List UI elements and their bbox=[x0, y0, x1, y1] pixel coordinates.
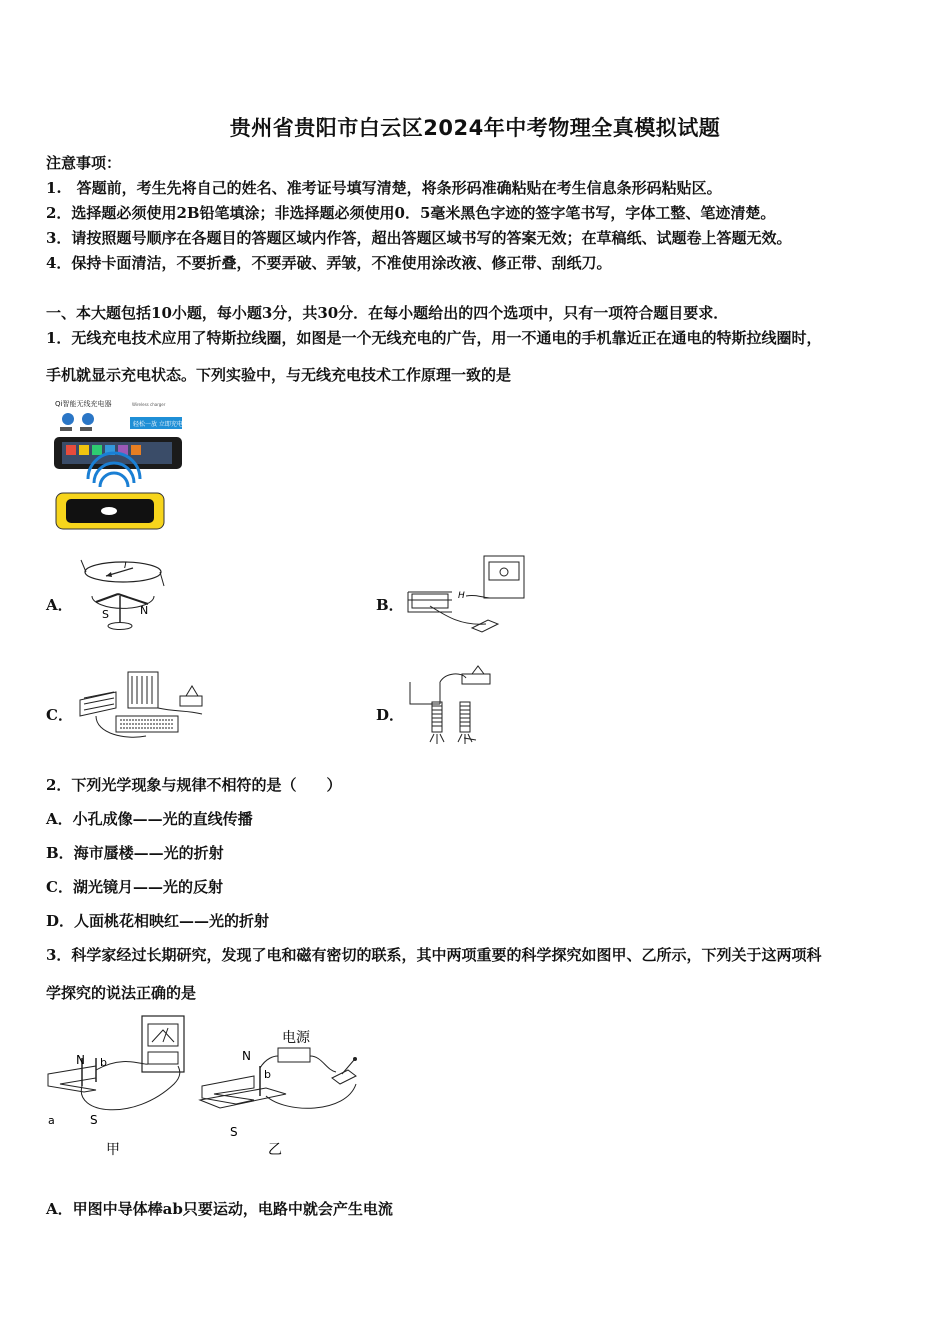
q2-option-c[interactable]: C．湖光镜月——光的反射 bbox=[46, 878, 223, 896]
q1-option-a-label[interactable]: A． bbox=[46, 596, 73, 614]
fig-b-label-h: H bbox=[458, 591, 465, 601]
fig-jia-label-s: S bbox=[90, 1113, 98, 1127]
wireless-charger-ad-image bbox=[52, 395, 187, 533]
notice-item-3: 3．请按照题号顺序在各题目的答题区域内作答，超出答题区域书写的答案无效；在草稿纸、试题卷上答题无效。 bbox=[46, 229, 792, 247]
q3-option-a[interactable]: A．甲图中导体棒ab只要运动，电路中就会产生电流 bbox=[46, 1200, 393, 1218]
ad-title: Qi智能无线充电器 bbox=[55, 400, 112, 408]
q1-stem-line1: 1．无线充电技术应用了特斯拉线圈，如图是一个无线充电的广告，用一不通电的手机靠近正在通电的特斯拉线圈时， bbox=[46, 329, 822, 347]
fig-jia-caption: 甲 bbox=[106, 1142, 120, 1158]
q3-figure-yi bbox=[196, 1024, 372, 1162]
q1-stem-line2: 手机就显示充电状态。下列实验中，与无线充电技术工作原理一致的是 bbox=[46, 366, 512, 384]
fig-a-label-n: N bbox=[140, 604, 149, 617]
q3-stem-line2: 学探究的说法正确的是 bbox=[46, 984, 197, 1002]
fig-yi-caption: 乙 bbox=[268, 1142, 282, 1158]
q1-option-a-figure bbox=[78, 556, 166, 634]
notice-item-2: 2．选择题必须使用2B铅笔填涂；非选择题必须使用0．5毫米黑色字迹的签字笔书写，字体工整、笔迹清楚。 bbox=[46, 204, 776, 222]
q2-option-d[interactable]: D．人面桃花相映红——光的折射 bbox=[46, 912, 270, 930]
fig-jia-label-a: a bbox=[48, 1114, 55, 1127]
q2-option-a[interactable]: A．小孔成像——光的直线传播 bbox=[46, 810, 253, 828]
fig-yi-label-s: S bbox=[230, 1125, 238, 1139]
q2-stem: 2．下列光学现象与规律不相符的是（ ） bbox=[46, 776, 342, 794]
fig-jia-label-b: b bbox=[100, 1056, 107, 1069]
q1-option-d-figure bbox=[406, 668, 502, 750]
q1-option-d-label[interactable]: D． bbox=[376, 706, 405, 724]
section-heading: 一、本大题包括10小题，每小题3分，共30分．在每小题给出的四个选项中，只有一项符合题目要求． bbox=[46, 304, 729, 322]
fig-yi-label-b: b bbox=[264, 1068, 271, 1081]
fig-yi-label-n: N bbox=[242, 1049, 251, 1063]
q1-option-c-figure bbox=[76, 664, 210, 744]
page-title: 贵州省贵阳市白云区2024年中考物理全真模拟试题 bbox=[229, 116, 721, 140]
q2-option-b[interactable]: B．海市蜃楼——光的折射 bbox=[46, 844, 224, 862]
ad-subtitle: Wireless charger bbox=[132, 402, 166, 407]
ad-button: 轻松一放 立即充电 bbox=[133, 421, 183, 428]
notice-item-1: 1. 答题前，考生先将自己的姓名、准考证号填写清楚，将条形码准确粘贴在考生信息条形码粘贴区。 bbox=[46, 179, 722, 197]
q1-option-c-label[interactable]: C． bbox=[46, 706, 73, 724]
q1-option-b-figure bbox=[406, 556, 528, 636]
q3-figure-jia bbox=[44, 1014, 194, 1162]
q1-option-b-label[interactable]: B． bbox=[376, 596, 404, 614]
notice-item-4: 4．保持卡面清洁，不要折叠，不要弄破、弄皱，不准使用涂改液、修正带、刮纸刀。 bbox=[46, 254, 612, 272]
fig-jia-label-n: N bbox=[76, 1053, 85, 1067]
fig-yi-label-power: 电源 bbox=[282, 1030, 310, 1046]
q3-stem-line1: 3．科学家经过长期研究，发现了电和磁有密切的联系，其中两项重要的科学探究如图甲、乙所示，下列关于这两项科 bbox=[46, 946, 822, 964]
notice-heading: 注意事项： bbox=[46, 154, 122, 172]
fig-a-label-s: S bbox=[102, 608, 109, 621]
fig-a-label-i: I bbox=[124, 561, 127, 571]
